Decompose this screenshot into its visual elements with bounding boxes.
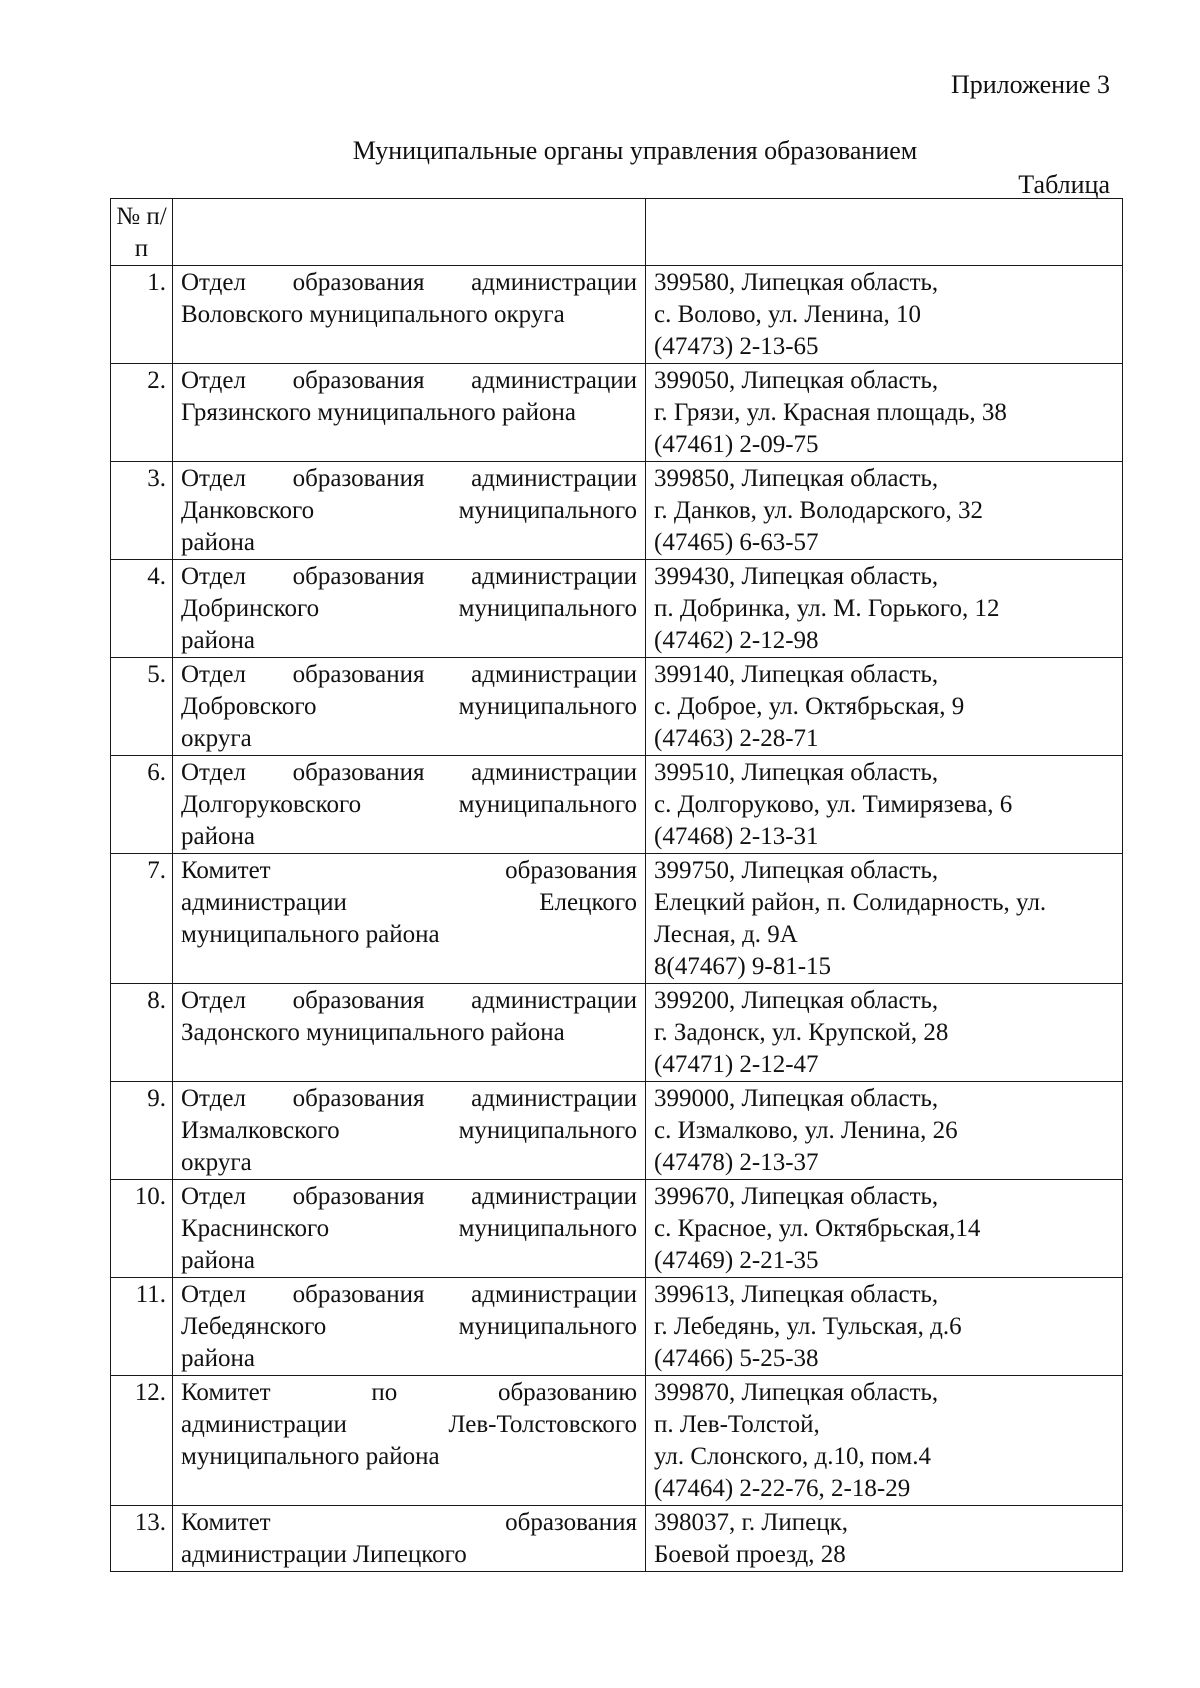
organization-name-line: муниципального района: [181, 921, 440, 948]
organization-address-line: (47468) 2-13-31: [654, 823, 819, 850]
organization-name-line: округа: [181, 1149, 252, 1176]
organization-address-line: Боевой проезд, 28: [654, 1541, 846, 1568]
organization-address-cell: [646, 1180, 1123, 1278]
table-row: [111, 756, 1123, 854]
table-row: [111, 266, 1123, 364]
table-header-row: [111, 199, 1123, 266]
organization-name-line: района: [181, 823, 255, 850]
organization-address-line: 399750, Липецкая область,: [654, 857, 939, 884]
row-number: 2.: [111, 364, 173, 462]
organization-address-cell: [646, 364, 1123, 462]
organization-name-line: Отдел образования администрации: [181, 1085, 637, 1112]
row-number: 13.: [111, 1506, 173, 1572]
organization-address-line: (47461) 2-09-75: [654, 431, 819, 458]
table-row: [111, 1506, 1123, 1572]
row-number: 9.: [111, 1082, 173, 1180]
organization-address-line: г. Данков, ул. Володарского, 32: [654, 497, 984, 524]
organization-address-line: 399510, Липецкая область,: [654, 759, 939, 786]
organization-address-cell: [646, 756, 1123, 854]
document-title: Муниципальные органы управления образованием: [352, 136, 918, 165]
organization-name-line: Отдел образования администрации: [181, 661, 637, 688]
table-row: [111, 364, 1123, 462]
organization-address-line: с. Красное, ул. Октябрьская,14: [654, 1215, 981, 1242]
row-number: 7.: [111, 854, 173, 984]
table-row: [111, 1278, 1123, 1376]
organization-address-cell: [646, 462, 1123, 560]
organization-name-line: администрации Елецкого: [181, 889, 637, 916]
organization-address-line: (47473) 2-13-65: [654, 333, 819, 360]
row-number: 11.: [111, 1278, 173, 1376]
organization-address-line: с. Долгоруково, ул. Тимирязева, 6: [654, 791, 1013, 818]
organization-name-line: Отдел образования администрации: [181, 987, 637, 1014]
organization-name-cell: [173, 658, 646, 756]
organization-name-cell: [173, 984, 646, 1082]
organization-address-line: 399670, Липецкая область,: [654, 1183, 939, 1210]
organization-address-line: (47465) 6-63-57: [654, 529, 819, 556]
organization-address-line: (47469) 2-21-35: [654, 1247, 819, 1274]
organization-address-cell: [646, 854, 1123, 984]
organization-address-cell: [646, 266, 1123, 364]
organization-address-line: 399000, Липецкая область,: [654, 1085, 939, 1112]
organization-name-line: Добровского муниципального: [181, 693, 637, 720]
organization-address-line: ул. Слонского, д.10, пом.4: [654, 1443, 931, 1470]
organization-address-line: г. Задонск, ул. Крупской, 28: [654, 1019, 949, 1046]
row-number: 6.: [111, 756, 173, 854]
organization-name-cell: [173, 756, 646, 854]
row-number: 5.: [111, 658, 173, 756]
organization-name-line: Отдел образования администрации: [181, 563, 637, 590]
organization-address-line: (47464) 2-22-76, 2-18-29: [654, 1475, 911, 1502]
appendix-label: Приложение 3: [950, 70, 1110, 99]
organization-name-line: Комитет образования: [181, 1509, 637, 1536]
organization-name-line: Грязинского муниципального района: [181, 399, 576, 426]
table-row: [111, 984, 1123, 1082]
organization-name-line: Добринского муниципального: [181, 595, 637, 622]
organization-name-cell: [173, 364, 646, 462]
organization-address-line: с. Измалково, ул. Ленина, 26: [654, 1117, 958, 1144]
table-row: [111, 1180, 1123, 1278]
organization-address-line: 399850, Липецкая область,: [654, 465, 939, 492]
organization-name-cell: [173, 1278, 646, 1376]
organization-address-line: Елецкий район, п. Солидарность, ул.: [654, 889, 1047, 916]
row-number: 10.: [111, 1180, 173, 1278]
organization-name-line: Долгоруковского муниципального: [181, 791, 637, 818]
organization-address-cell: [646, 984, 1123, 1082]
organization-address-line: с. Волово, ул. Ленина, 10: [654, 301, 922, 328]
organization-name-line: округа: [181, 725, 252, 752]
organization-address-cell: [646, 1376, 1123, 1506]
organization-name-line: Отдел образования администрации: [181, 465, 637, 492]
organization-name-line: муниципального района: [181, 1443, 440, 1470]
education-authorities-table: [110, 198, 1123, 1572]
organization-name-line: Данковского муниципального: [181, 497, 637, 524]
table-row: [111, 658, 1123, 756]
header-num-cell: № п/п: [111, 199, 173, 266]
organization-name-line: района: [181, 1345, 255, 1372]
row-number: 12.: [111, 1376, 173, 1506]
table-row: [111, 854, 1123, 984]
organization-name-cell: [173, 1180, 646, 1278]
organization-address-line: г. Лебедянь, ул. Тульская, д.6: [654, 1313, 962, 1340]
organization-address-line: (47462) 2-12-98: [654, 627, 819, 654]
organization-name-line: Отдел образования администрации: [181, 367, 637, 394]
organization-name-line: Отдел образования администрации: [181, 759, 637, 786]
table-body: [111, 199, 1123, 1572]
organization-name-line: Комитет образования: [181, 857, 637, 884]
row-number: 8.: [111, 984, 173, 1082]
organization-address-line: 8(47467) 9-81-15: [654, 953, 832, 980]
organization-name-line: администрации Лев-Толстовского: [181, 1411, 637, 1438]
organization-address-line: г. Грязи, ул. Красная площадь, 38: [654, 399, 1007, 426]
organization-address-line: 399613, Липецкая область,: [654, 1281, 939, 1308]
organization-address-line: п. Лев-Толстой,: [654, 1411, 820, 1438]
table-caption: Таблица: [1018, 170, 1110, 199]
organization-address-line: 399580, Липецкая область,: [654, 269, 939, 296]
organization-address-cell: [646, 658, 1123, 756]
organization-name-line: Воловского муниципального округа: [181, 301, 565, 328]
organization-name-line: Комитет по образованию: [181, 1379, 637, 1406]
table-row: [111, 462, 1123, 560]
organization-name-cell: [173, 854, 646, 984]
header-name-cell: [173, 199, 646, 266]
organization-name-line: Лебедянского муниципального: [181, 1313, 637, 1340]
organization-name-line: Отдел образования администрации: [181, 1183, 637, 1210]
organization-address-line: с. Доброе, ул. Октябрьская, 9: [654, 693, 965, 720]
organization-address-cell: [646, 560, 1123, 658]
organization-name-line: Отдел образования администрации: [181, 1281, 637, 1308]
organization-name-cell: [173, 1082, 646, 1180]
organization-address-line: 399430, Липецкая область,: [654, 563, 939, 590]
organization-address-cell: [646, 1082, 1123, 1180]
organization-address-cell: [646, 1506, 1123, 1572]
row-number: 1.: [111, 266, 173, 364]
organization-address-cell: [646, 1278, 1123, 1376]
table-row: [111, 1376, 1123, 1506]
organization-address-line: 399200, Липецкая область,: [654, 987, 939, 1014]
organization-name-cell: [173, 462, 646, 560]
organization-address-line: 399870, Липецкая область,: [654, 1379, 939, 1406]
header-address-cell: [646, 199, 1123, 266]
organization-address-line: п. Добринка, ул. М. Горького, 12: [654, 595, 1000, 622]
organization-name-cell: [173, 266, 646, 364]
organization-name-line: района: [181, 627, 255, 654]
organization-name-cell: [173, 560, 646, 658]
organization-name-line: администрации Липецкого: [181, 1541, 467, 1568]
organization-name-line: Измалковского муниципального: [181, 1117, 637, 1144]
organization-address-line: (47466) 5-25-38: [654, 1345, 819, 1372]
table-row: [111, 1082, 1123, 1180]
organization-name-cell: [173, 1376, 646, 1506]
row-number: 3.: [111, 462, 173, 560]
table-row: [111, 560, 1123, 658]
organization-name-line: района: [181, 1247, 255, 1274]
organization-address-line: (47471) 2-12-47: [654, 1051, 819, 1078]
organization-address-line: (47478) 2-13-37: [654, 1149, 819, 1176]
organization-name-line: Отдел образования администрации: [181, 269, 637, 296]
organization-address-line: 399140, Липецкая область,: [654, 661, 939, 688]
organization-name-cell: [173, 1506, 646, 1572]
organization-address-line: Лесная, д. 9А: [654, 921, 798, 948]
organization-name-line: Задонского муниципального района: [181, 1019, 565, 1046]
row-number: 4.: [111, 560, 173, 658]
organization-address-line: 399050, Липецкая область,: [654, 367, 939, 394]
organization-name-line: Краснинского муниципального: [181, 1215, 637, 1242]
organization-address-line: (47463) 2-28-71: [654, 725, 819, 752]
organization-address-line: 398037, г. Липецк,: [654, 1509, 849, 1536]
organization-name-line: района: [181, 529, 255, 556]
